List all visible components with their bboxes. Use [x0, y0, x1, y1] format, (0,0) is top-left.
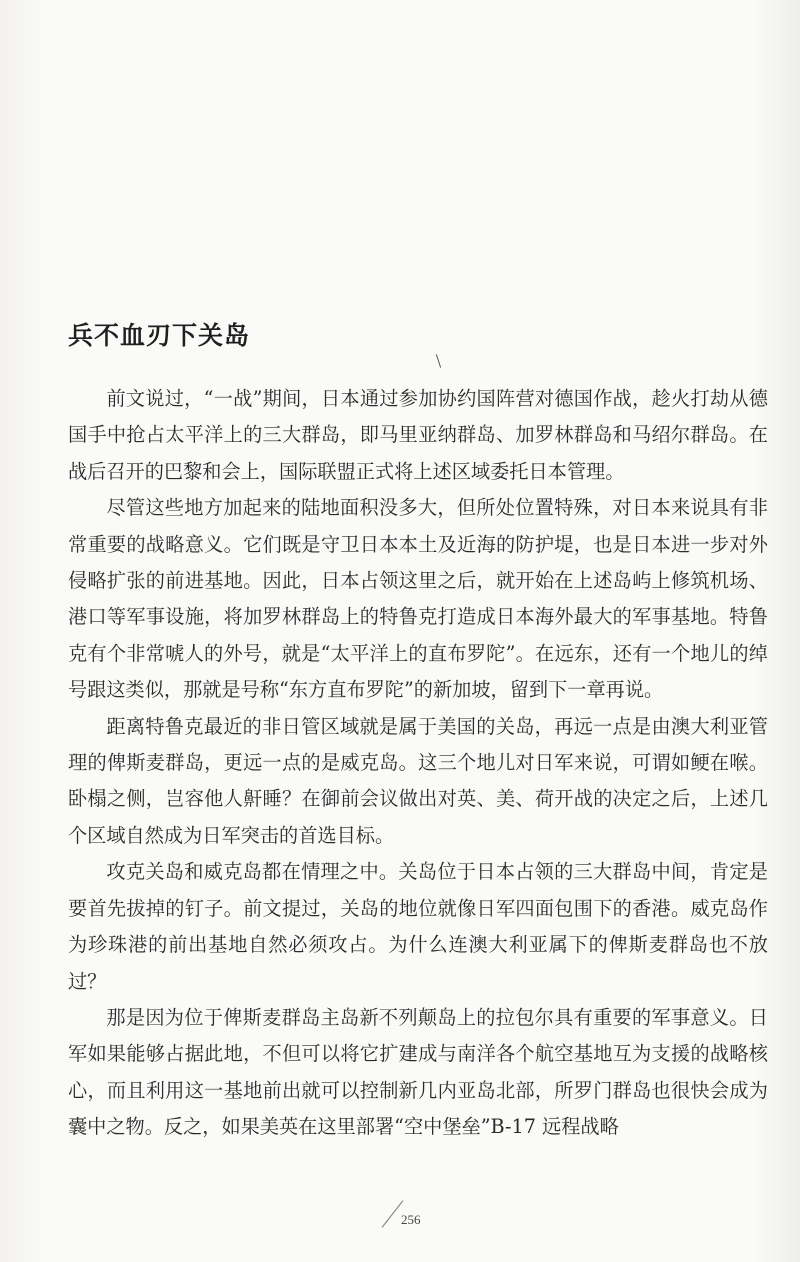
paragraph-3: 距离特鲁克最近的非日管区域就是属于美国的关岛，再远一点是由澳大利亚管理的俾斯麦群岛，更远一点的是威克岛。这三个地儿对日军来说，可谓如鲠在喉。卧榻之侧，岂容他人鼾睡？在御前会议做出对英、美、荷开战的决定之后，上述几个区域自然成为日军突击的首选目标。 — [68, 714, 768, 847]
paragraph-4: 攻克关岛和威克岛都在情理之中。关岛位于日本占领的三大群岛中间，肯定是要首先拔掉的钉子。前文提过，关岛的地位就像日军四面包围下的香港。威克岛作为珍珠港的前出基地自然必须攻占。为什么连澳大利亚属下的俾斯麦群岛也不放过？ — [68, 860, 768, 993]
section-heading: 兵不血刃下关岛 — [68, 321, 251, 350]
paragraph-1: 前文说过，“一战”期间，日本通过参加协约国阵营对德国作战，趁火打劫从德国手中抢占太平洋上的三大群岛，即马里亚纳群岛、加罗林群岛和马绍尔群岛。在战后召开的巴黎和会上，国际联盟正式将上述区域委托日本管理。 — [68, 387, 768, 483]
stray-pen-mark — [436, 354, 441, 368]
page-number: 256 — [401, 1212, 421, 1227]
body-text — [68, 381, 768, 1146]
paragraph-5: 那是因为位于俾斯麦群岛主岛新不列颠岛上的拉包尔具有重要的军事意义。日军如果能够占据此地，不但可以将它扩建成与南洋各个航空基地互为支援的战略核心，而且利用这一基地前出就可以控制新几内亚岛北部，所罗门群岛也很快会成为囊中之物。反之，如果美英在这里部署“空中堡垒”B-17 远程战略 — [68, 1005, 768, 1139]
paragraph-2: 尽管这些地方加起来的陆地面积没多大，但所处位置特殊，对日本来说具有非常重要的战略意义。它们既是守卫日本本土及近海的防护堤，也是日本进一步对外侵略扩张的前进基地。因此，日本占领这里之后，就开始在上述岛屿上修筑机场、港口等军事设施，将加罗林群岛上的特鲁克打造成日本海外最大的军事基地。特鲁克有个非常唬人的外号，就是“太平洋上的直布罗陀”。在远东，还有一个地儿的绰号跟这类似，那就是号称“东方直布罗陀”的新加坡，留到下一章再说。 — [68, 496, 768, 702]
